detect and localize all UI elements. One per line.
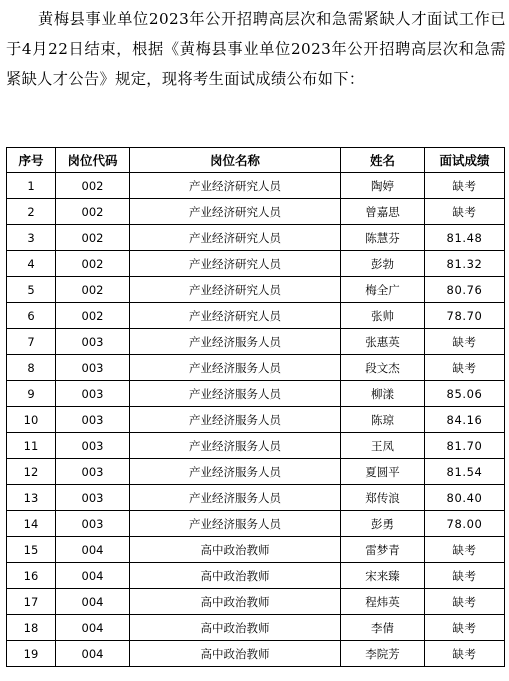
table-row (7, 485, 505, 511)
cell-position-code: 002 (56, 225, 130, 251)
cell-position-code: 004 (56, 589, 130, 615)
cell-position-code: 003 (56, 355, 130, 381)
cell-interview-score: 78.00 (425, 511, 505, 537)
table-row (7, 563, 505, 589)
cell-interview-score: 缺考 (425, 537, 505, 563)
cell-serial-number: 9 (7, 381, 56, 407)
cell-position-name: 产业经济研究人员 (130, 251, 341, 277)
cell-serial-number: 5 (7, 277, 56, 303)
cell-candidate-name: 段文杰 (341, 355, 425, 381)
cell-interview-score: 81.70 (425, 433, 505, 459)
cell-serial-number: 3 (7, 225, 56, 251)
header-serial-number: 序号 (7, 148, 56, 173)
table-row (7, 381, 505, 407)
cell-serial-number: 7 (7, 329, 56, 355)
table-row (7, 641, 505, 667)
cell-candidate-name: 李倩 (341, 615, 425, 641)
cell-serial-number: 13 (7, 485, 56, 511)
header-candidate-name: 姓名 (341, 148, 425, 173)
cell-position-code: 003 (56, 407, 130, 433)
header-interview-score: 面试成绩 (425, 148, 505, 173)
cell-position-name: 产业经济服务人员 (130, 355, 341, 381)
cell-interview-score: 85.06 (425, 381, 505, 407)
table-header-row (7, 148, 505, 173)
cell-candidate-name: 程炜英 (341, 589, 425, 615)
table-row (7, 537, 505, 563)
cell-position-code: 004 (56, 641, 130, 667)
cell-position-name: 产业经济服务人员 (130, 459, 341, 485)
cell-position-name: 产业经济服务人员 (130, 381, 341, 407)
cell-position-code: 003 (56, 459, 130, 485)
cell-position-name: 产业经济服务人员 (130, 511, 341, 537)
cell-serial-number: 6 (7, 303, 56, 329)
table-row (7, 277, 505, 303)
cell-position-code: 004 (56, 537, 130, 563)
cell-position-code: 004 (56, 615, 130, 641)
cell-candidate-name: 李院芳 (341, 641, 425, 667)
cell-position-name: 高中政治教师 (130, 615, 341, 641)
cell-serial-number: 2 (7, 199, 56, 225)
cell-interview-score: 缺考 (425, 329, 505, 355)
cell-position-name: 产业经济服务人员 (130, 407, 341, 433)
cell-position-code: 002 (56, 303, 130, 329)
cell-interview-score: 84.16 (425, 407, 505, 433)
cell-position-code: 003 (56, 485, 130, 511)
cell-interview-score: 缺考 (425, 615, 505, 641)
table-row (7, 199, 505, 225)
cell-position-code: 003 (56, 433, 130, 459)
cell-position-code: 002 (56, 251, 130, 277)
cell-position-name: 产业经济服务人员 (130, 329, 341, 355)
cell-serial-number: 8 (7, 355, 56, 381)
cell-serial-number: 16 (7, 563, 56, 589)
cell-position-code: 004 (56, 563, 130, 589)
cell-position-name: 产业经济研究人员 (130, 199, 341, 225)
cell-position-name: 产业经济研究人员 (130, 225, 341, 251)
cell-interview-score: 78.70 (425, 303, 505, 329)
header-position-name: 岗位名称 (130, 148, 341, 173)
cell-candidate-name: 张惠英 (341, 329, 425, 355)
cell-position-code: 003 (56, 329, 130, 355)
table-row (7, 173, 505, 199)
cell-candidate-name: 陶婷 (341, 173, 425, 199)
table-row (7, 329, 505, 355)
cell-candidate-name: 柳漾 (341, 381, 425, 407)
cell-interview-score: 缺考 (425, 199, 505, 225)
table-row (7, 615, 505, 641)
cell-position-code: 003 (56, 381, 130, 407)
table-row (7, 433, 505, 459)
cell-position-name: 高中政治教师 (130, 537, 341, 563)
cell-serial-number: 11 (7, 433, 56, 459)
cell-serial-number: 14 (7, 511, 56, 537)
cell-interview-score: 缺考 (425, 563, 505, 589)
cell-candidate-name: 梅全广 (341, 277, 425, 303)
cell-position-name: 高中政治教师 (130, 589, 341, 615)
cell-candidate-name: 宋来臻 (341, 563, 425, 589)
cell-serial-number: 15 (7, 537, 56, 563)
cell-position-code: 002 (56, 173, 130, 199)
table-row (7, 355, 505, 381)
cell-interview-score: 缺考 (425, 641, 505, 667)
cell-candidate-name: 张帅 (341, 303, 425, 329)
cell-candidate-name: 郑传浪 (341, 485, 425, 511)
cell-candidate-name: 王凤 (341, 433, 425, 459)
table-row (7, 407, 505, 433)
cell-position-name: 高中政治教师 (130, 641, 341, 667)
cell-candidate-name: 彭勃 (341, 251, 425, 277)
cell-position-name: 产业经济服务人员 (130, 485, 341, 511)
cell-serial-number: 1 (7, 173, 56, 199)
cell-position-name: 产业经济研究人员 (130, 277, 341, 303)
cell-serial-number: 17 (7, 589, 56, 615)
cell-interview-score: 81.48 (425, 225, 505, 251)
cell-candidate-name: 雷梦青 (341, 537, 425, 563)
cell-position-code: 002 (56, 277, 130, 303)
cell-candidate-name: 夏圆平 (341, 459, 425, 485)
cell-interview-score: 80.76 (425, 277, 505, 303)
cell-serial-number: 19 (7, 641, 56, 667)
cell-candidate-name: 陈慧芬 (341, 225, 425, 251)
table-body (7, 173, 505, 667)
cell-position-name: 产业经济研究人员 (130, 303, 341, 329)
cell-interview-score: 81.32 (425, 251, 505, 277)
table-row (7, 251, 505, 277)
table-row (7, 303, 505, 329)
cell-position-name: 产业经济研究人员 (130, 173, 341, 199)
table-row (7, 225, 505, 251)
header-position-code: 岗位代码 (56, 148, 130, 173)
cell-position-name: 产业经济服务人员 (130, 433, 341, 459)
cell-interview-score: 81.54 (425, 459, 505, 485)
cell-serial-number: 4 (7, 251, 56, 277)
cell-interview-score: 80.40 (425, 485, 505, 511)
cell-candidate-name: 陈琼 (341, 407, 425, 433)
table-row (7, 589, 505, 615)
cell-position-code: 002 (56, 199, 130, 225)
interview-score-table (6, 147, 505, 667)
cell-serial-number: 10 (7, 407, 56, 433)
table-row (7, 511, 505, 537)
cell-candidate-name: 彭勇 (341, 511, 425, 537)
cell-candidate-name: 曾嘉思 (341, 199, 425, 225)
cell-interview-score: 缺考 (425, 173, 505, 199)
cell-serial-number: 12 (7, 459, 56, 485)
cell-serial-number: 18 (7, 615, 56, 641)
cell-position-name: 高中政治教师 (130, 563, 341, 589)
cell-interview-score: 缺考 (425, 589, 505, 615)
cell-position-code: 003 (56, 511, 130, 537)
intro-paragraph: 黄梅县事业单位2023年公开招聘高层次和急需紧缺人才面试工作已于4月22日结束，根据《黄梅县事业单位2023年公开招聘高层次和急需紧缺人才公告》规定，现将考生面试成绩公布如下： (6, 10, 506, 88)
cell-interview-score: 缺考 (425, 355, 505, 381)
table-row (7, 459, 505, 485)
